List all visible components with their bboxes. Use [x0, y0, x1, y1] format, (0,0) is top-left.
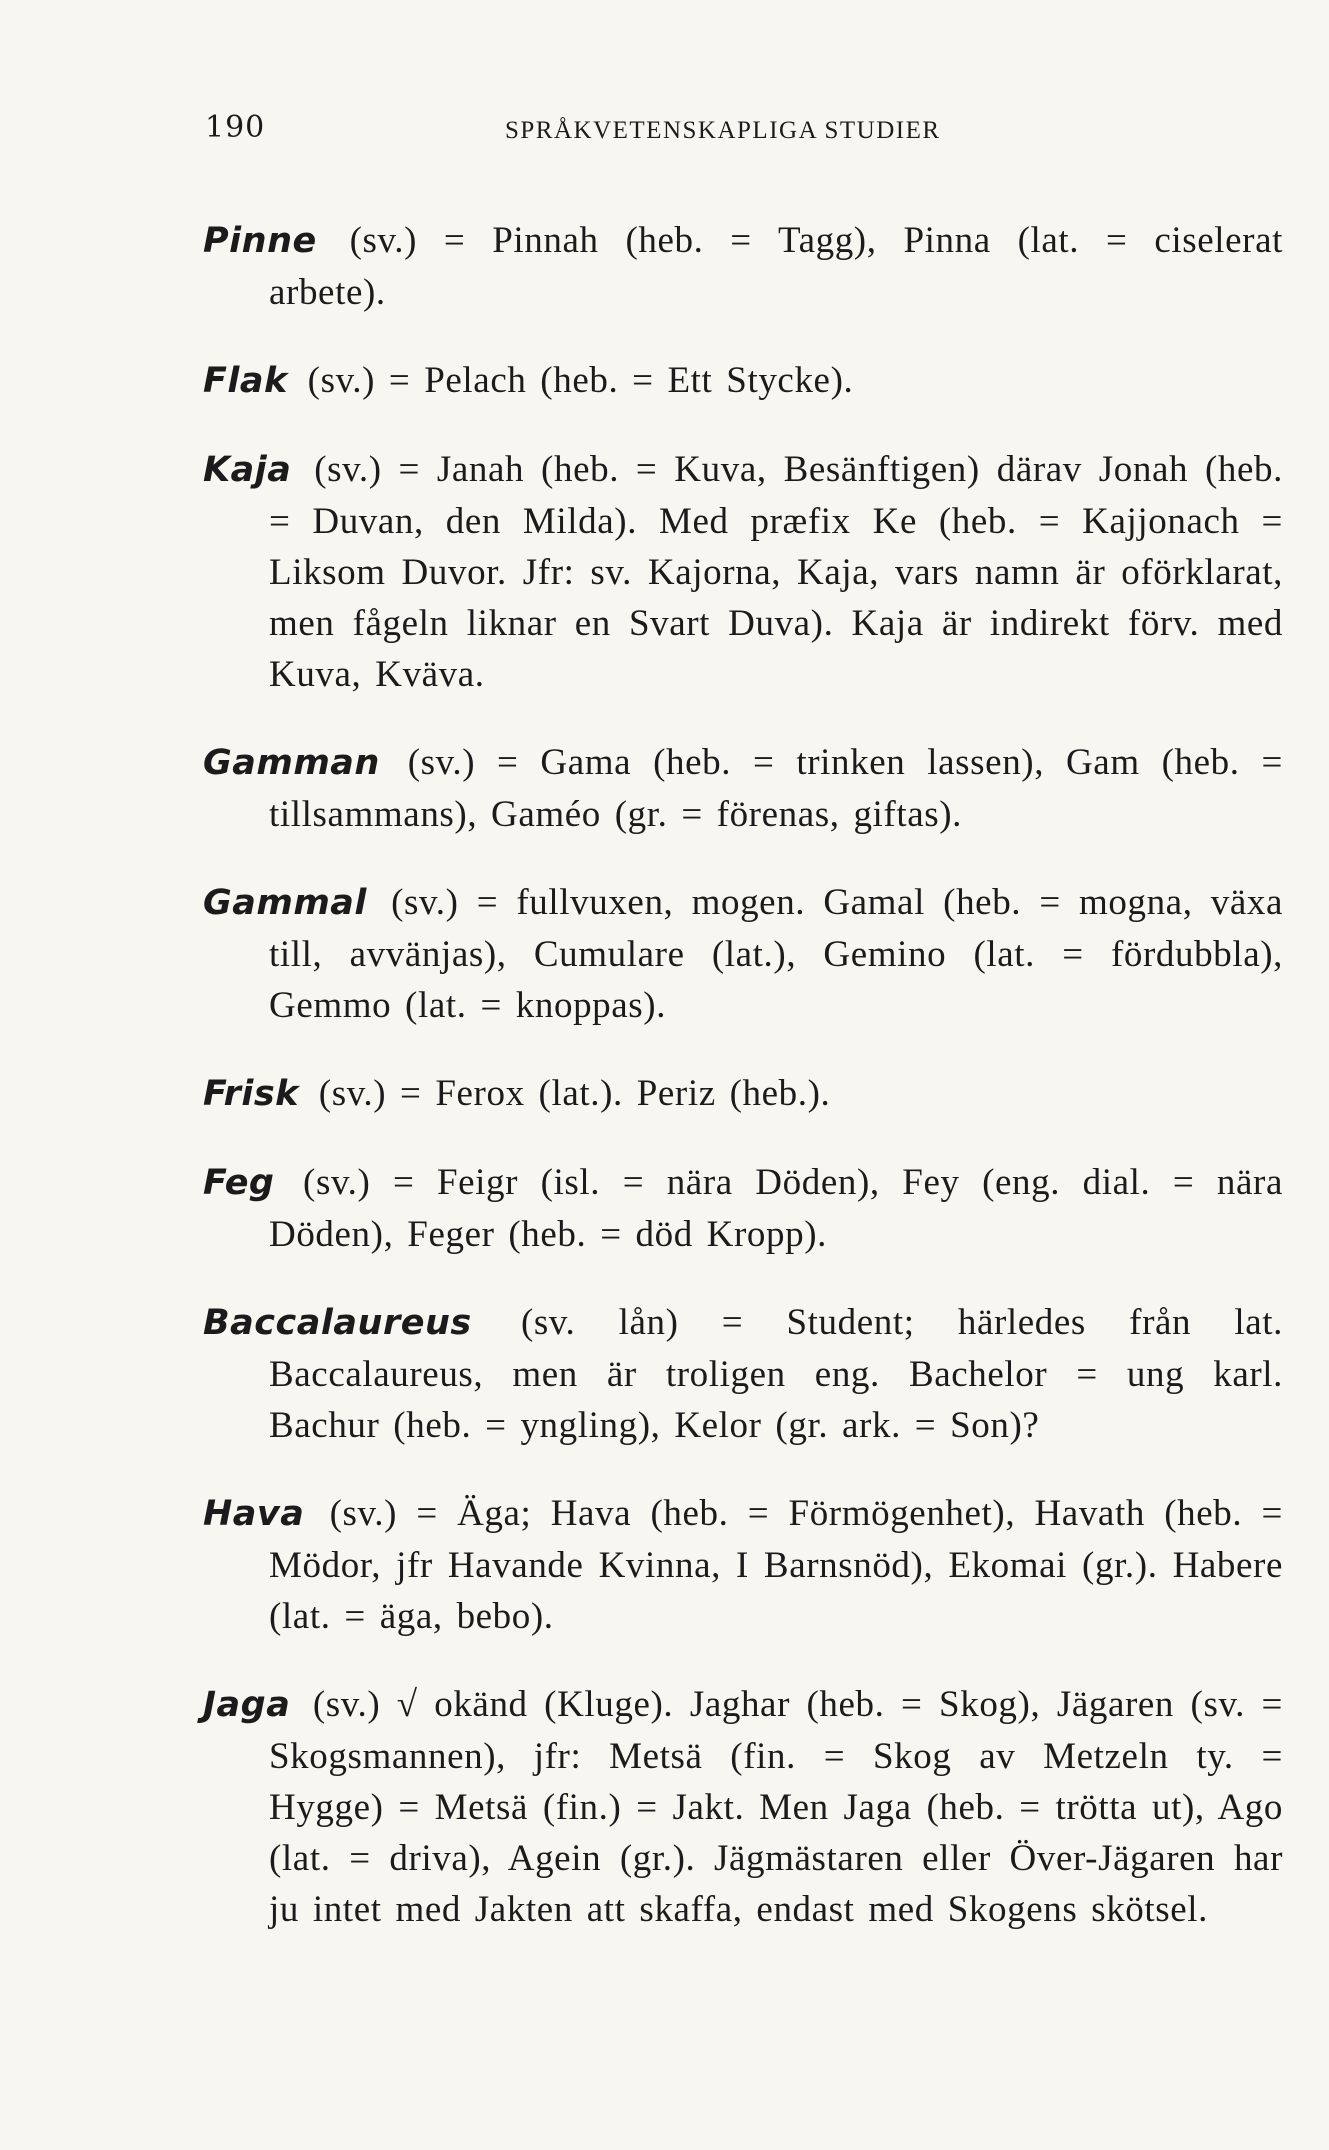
entry-text: (sv.) = Janah (heb. = Kuva, Besänftigen) därav Jonah (heb. = Duvan, den Milda). Med præfix Ke (heb. = Kajjonach = Liksom Duvor. Jfr: sv. Kajorna, Kaja, vars namn är oförklarat, men fågeln liknar en Svart Duva). Kaja är indirekt förv. med Kuva, Kväva.	[269, 449, 1283, 695]
entry-jaga	[203, 1679, 1283, 1935]
headword: Kaja	[203, 450, 292, 490]
entry-text: (sv.) = Gama (heb. = trinken lassen), Gam (heb. = tillsammans), Gaméo (gr. = förenas, giftas).	[269, 742, 1283, 835]
entry-feg	[203, 1157, 1283, 1260]
entry-hava	[203, 1488, 1283, 1642]
dictionary-entries	[203, 178, 1283, 1958]
page-header	[205, 110, 985, 160]
entry-baccalaureus	[203, 1297, 1283, 1451]
running-title: SPRÅKVETENSKAPLIGA STUDIER	[505, 117, 941, 144]
entry-flak	[203, 355, 1283, 407]
headword: Hava	[203, 1494, 305, 1534]
headword: Pinne	[203, 221, 317, 261]
headword: Gamman	[203, 743, 380, 783]
entry-text: (sv.) = fullvuxen, mogen. Gamal (heb. = mogna, växa till, avvänjas), Cumulare (lat.), Gemino (lat. = fördubbla), Gemmo (lat. = knoppas).	[269, 882, 1283, 1026]
entry-text: (sv.) = Pelach (heb. = Ett Stycke).	[307, 360, 854, 401]
headword: Frisk	[203, 1074, 299, 1114]
page-number: 190	[205, 110, 266, 145]
entry-text: (sv.) = Feigr (isl. = nära Döden), Fey (eng. dial. = nära Döden), Feger (heb. = död Kropp).	[269, 1162, 1283, 1255]
headword: Feg	[203, 1163, 275, 1203]
headword: Flak	[203, 361, 288, 401]
entry-text: (sv.) = Ferox (lat.). Periz (heb.).	[318, 1073, 831, 1114]
entry-text: (sv. lån) = Student; härledes från lat. Baccalaureus, men är troligen eng. Bachelor = ung karl. Bachur (heb. = yngling), Kelor (gr. ark. = Son)?	[269, 1302, 1283, 1446]
entry-frisk	[203, 1068, 1283, 1120]
headword: Baccalaureus	[203, 1303, 472, 1343]
entry-text: (sv.) = Äga; Hava (heb. = Förmögenhet), Havath (heb. = Mödor, jfr Havande Kvinna, I Barnsnöd), Ekomai (gr.). Habere (lat. = äga, bebo).	[269, 1493, 1283, 1637]
entry-kaja	[203, 444, 1283, 700]
headword: Jaga	[203, 1685, 291, 1725]
entry-gammal	[203, 877, 1283, 1031]
entry-text: (sv.) √ okänd (Kluge). Jaghar (heb. = Skog), Jägaren (sv. = Skogsmannen), jfr: Metsä (fin. = Skog av Metzeln ty. = Hygge) = Metsä (fin.) = Jakt. Men Jaga (heb. = trötta ut), Ago (lat. = driva), Agein (gr.). Jägmästaren eller Över-Jägaren har ju intet med Jakten att skaffa, endast med Skogens skötsel.	[269, 1684, 1284, 1930]
entry-gamman	[203, 737, 1283, 840]
entry-pinne	[203, 215, 1283, 318]
entry-text: (sv.) = Pinnah (heb. = Tagg), Pinna (lat. = ciselerat arbete).	[269, 220, 1283, 313]
headword: Gammal	[203, 883, 367, 923]
